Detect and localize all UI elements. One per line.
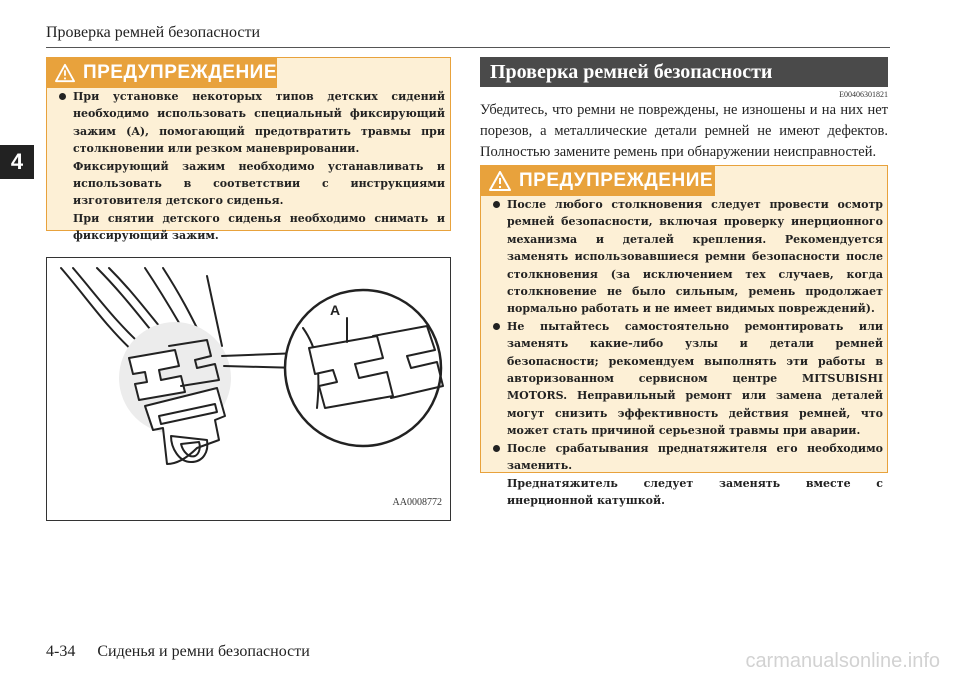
figure-callout-A: A — [330, 302, 341, 318]
figure-code: AA0008772 — [392, 497, 442, 508]
warning-triangle-icon — [55, 63, 75, 83]
warning-bullet-item: Не пытайтесь самостоятельно ремонтировать или заменять какие-либо узлы и детали ремней безопасности; рекомендуем выполнять эти работы в авторизованном сервисном центре MITSUBISHI MOTORS. Неправильный ремонт или замена деталей могут снизить эффективность действия ремней, что может стать причиной серьезной травмы при аварии. — [491, 318, 883, 440]
warning-paragraph: При снятии детского сиденья необходимо снимать и фиксирующий зажим. — [73, 211, 445, 243]
left-warning-box — [46, 57, 451, 243]
left-warning-header — [47, 58, 277, 88]
page-number: 4-34 — [46, 643, 76, 660]
header-rule — [46, 47, 890, 48]
warning-paragraph: Фиксирующий зажим необходимо устанавливать и использовать в соответствии с инструкциями изготовителя детского сиденья. — [73, 159, 445, 208]
left-warning-body — [57, 88, 445, 245]
warning-paragraph: Преднатяжитель следует заменять вместе с инерционной катушкой. — [507, 476, 883, 507]
footer — [46, 643, 310, 661]
warning-bullet-item: После срабатывания преднатяжителя его необходимо заменить. — [491, 440, 883, 475]
watermark: carmanualsonline.info — [745, 650, 940, 672]
section-title: Проверка ремней безопасности — [480, 57, 888, 87]
left-warning-label: ПРЕДУПРЕЖДЕНИЕ — [82, 62, 277, 83]
intro-paragraph: Убедитесь, что ремни не повреждены, не изношены и на них нет порезов, а металлические детали ремней не имеют дефектов. Полностью замените ремень при обнаружении неисправностей. — [480, 102, 888, 160]
warning-bullet-item: После любого столкновения следует провести осмотр ремней безопасности, включая проверку инерционного механизма и деталей крепления. Рекомендуется заменять использовавшиеся ремни безопасности после столкновения (за исключением тех случаев, когда столкновение не было сильным, ремень продолжает нормально работать и не имеет видимых повреждений). — [491, 196, 883, 318]
running-title: Проверка ремней безопасности — [46, 24, 261, 41]
right-warning-body — [491, 196, 883, 509]
doc-code: E00406301821 — [839, 90, 888, 99]
footer-chapter: Сиденья и ремни безопасности — [97, 643, 310, 660]
seat-belt-figure — [46, 257, 451, 521]
warning-triangle-icon — [489, 171, 511, 191]
right-warning-box — [480, 165, 888, 507]
chapter-tab: 4 — [0, 145, 34, 179]
seat-belt-locking-clip-illustration — [47, 258, 452, 522]
warning-bullet-item: При установке некоторых типов детских сидений необходимо использовать специальный фиксирующий зажим (A), помогающий предотвратить травмы при столкновении или резком маневрировании. — [57, 88, 445, 158]
right-warning-header — [481, 166, 715, 196]
right-warning-label: ПРЕДУПРЕЖДЕНИЕ — [519, 170, 714, 191]
